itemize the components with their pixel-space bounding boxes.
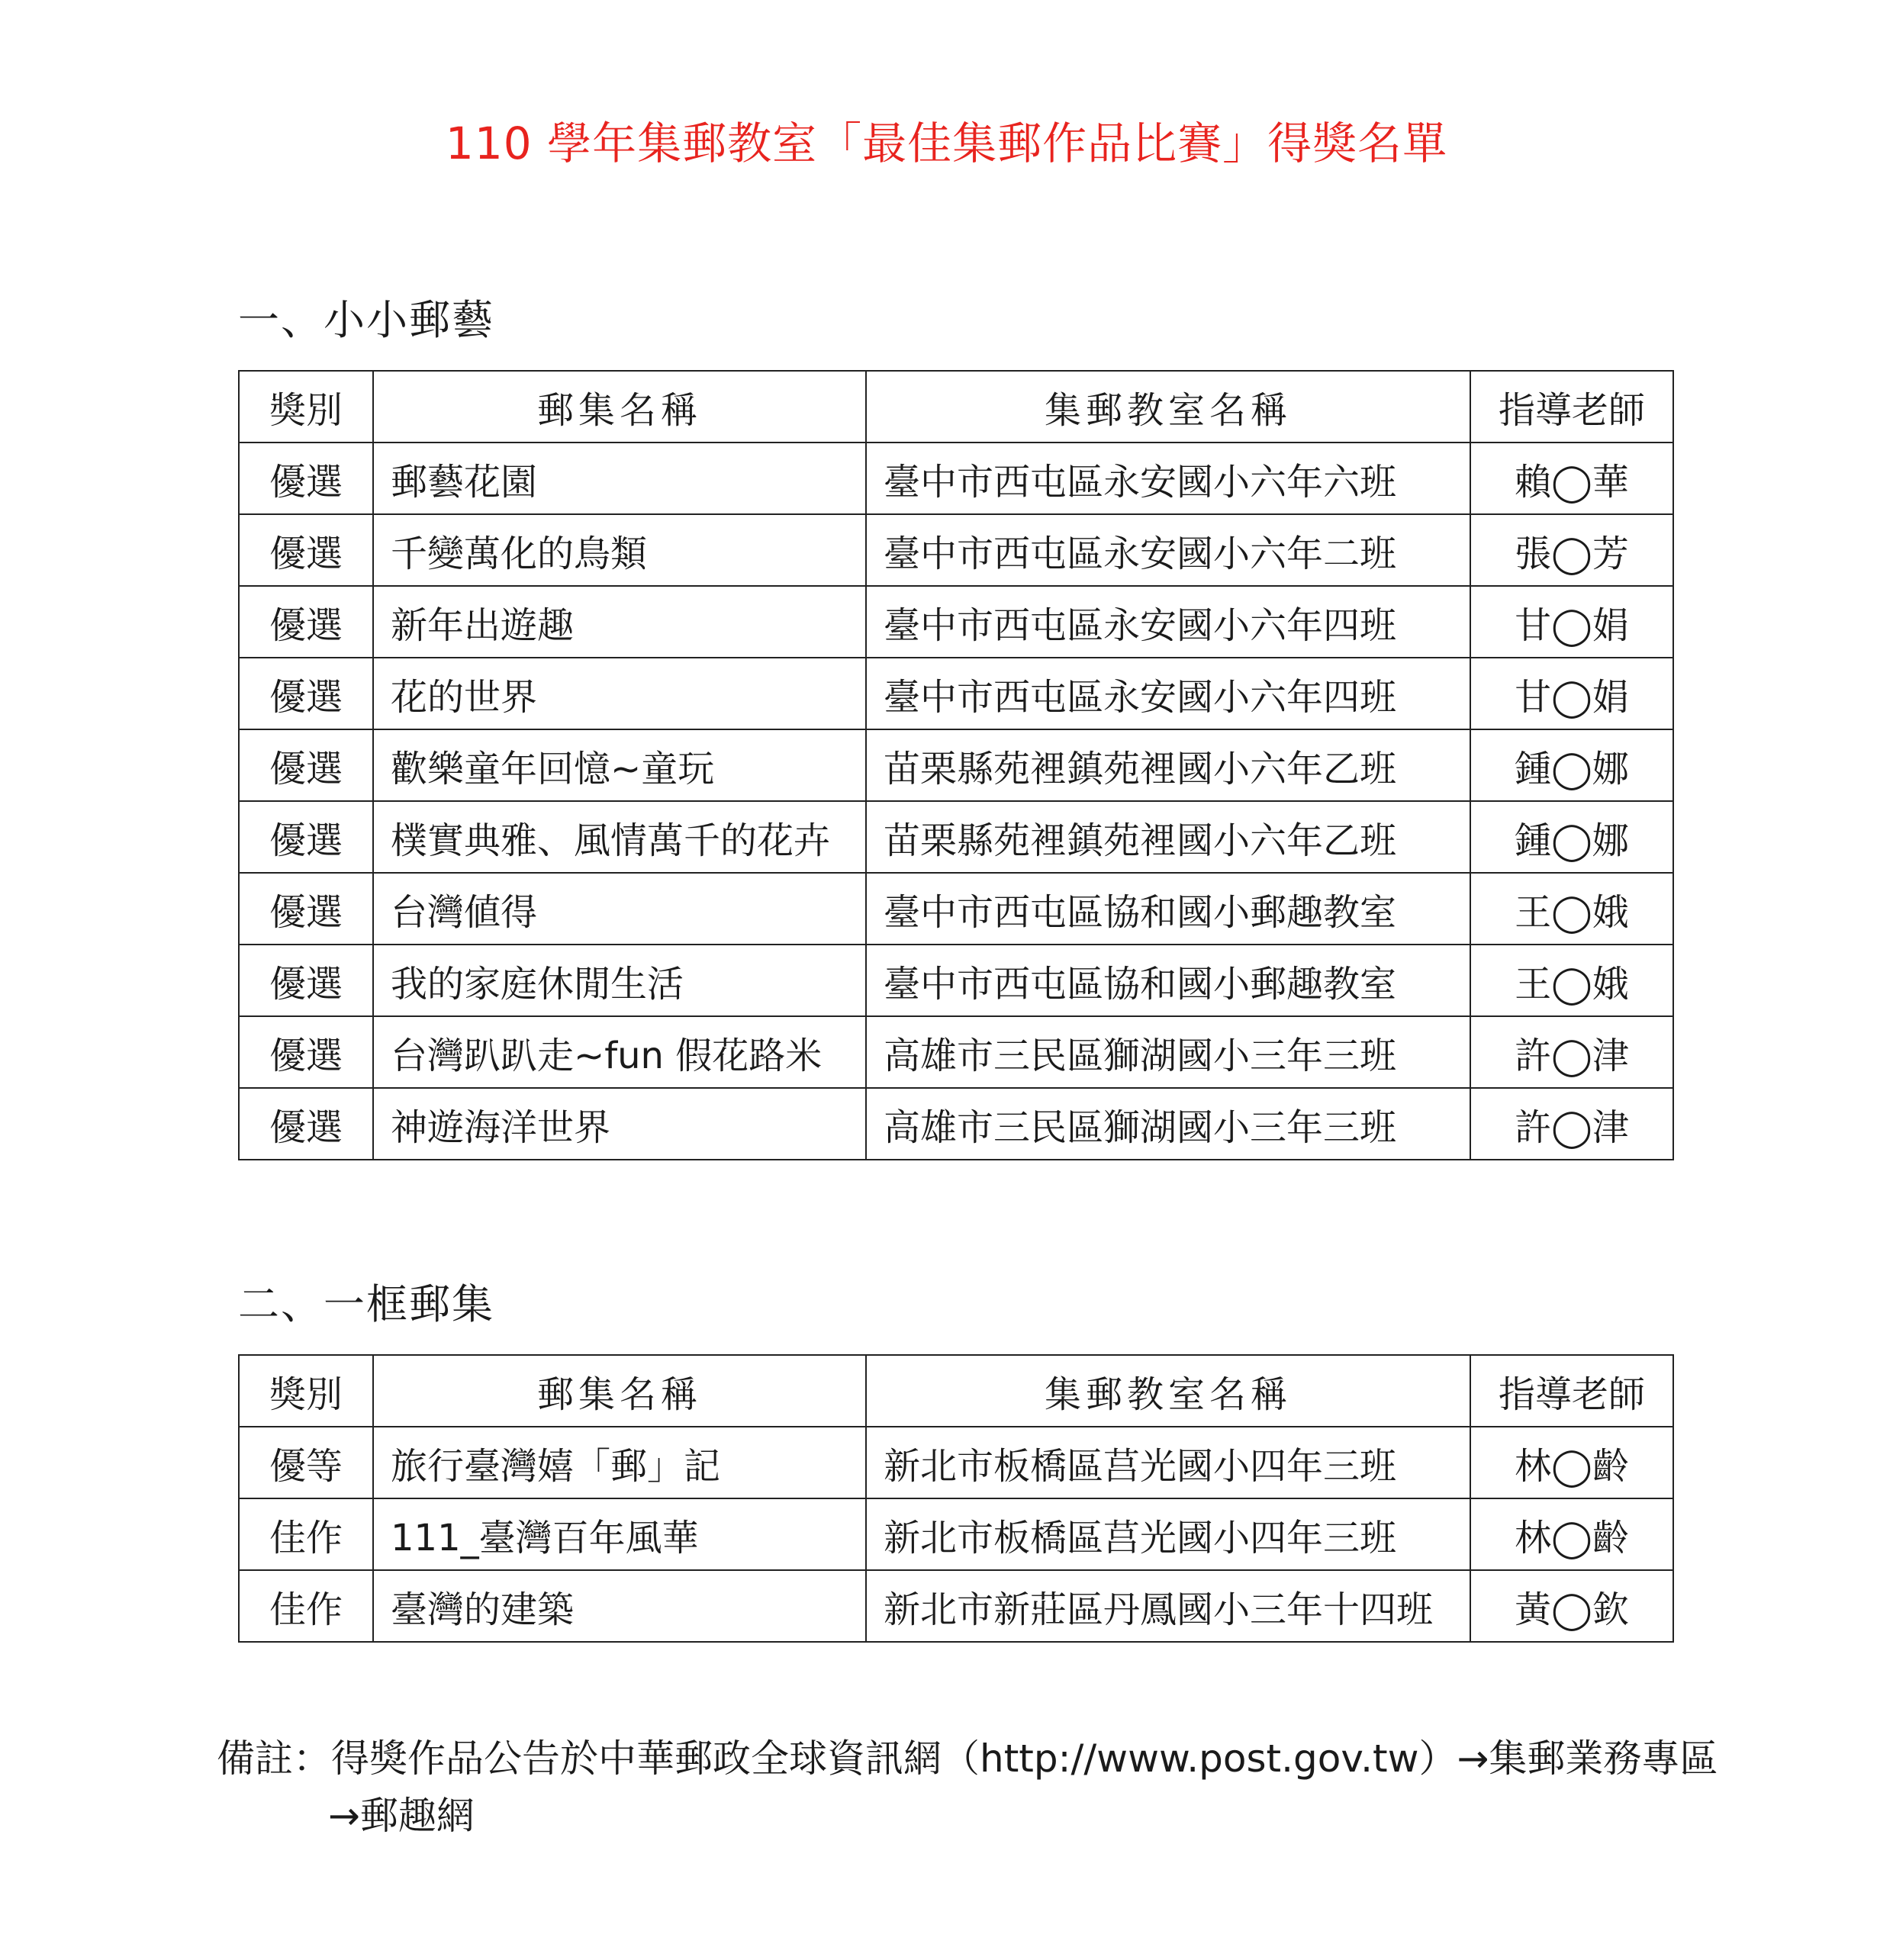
header-classroom-name: 集郵教室名稱 xyxy=(866,1355,1470,1427)
work-cell: 樸實典雅、風情萬千的花卉 xyxy=(373,801,866,873)
class-cell: 高雄市三民區獅湖國小三年三班 xyxy=(866,1016,1470,1088)
award-table-one-frame-exhibit xyxy=(238,1354,1674,1643)
award-cell: 優選 xyxy=(239,443,373,514)
work-cell: 旅行臺灣嬉「郵」記 xyxy=(373,1427,866,1498)
table-row xyxy=(239,1570,1673,1642)
work-cell: 歡樂童年回憶~童玩 xyxy=(373,729,866,801)
award-cell: 優選 xyxy=(239,1016,373,1088)
work-cell: 台灣値得 xyxy=(373,873,866,945)
class-cell: 苗栗縣苑裡鎮苑裡國小六年乙班 xyxy=(866,729,1470,801)
header-teacher: 指導老師 xyxy=(1470,371,1673,443)
teacher-cell: 林◯齡 xyxy=(1470,1427,1673,1498)
work-cell: 郵藝花園 xyxy=(373,443,866,514)
award-cell: 優等 xyxy=(239,1427,373,1498)
award-cell: 優選 xyxy=(239,873,373,945)
section-heading-little-postal-art: 一、小小郵藝 xyxy=(238,296,494,344)
class-cell: 新北市板橋區莒光國小四年三班 xyxy=(866,1498,1470,1570)
header-work-name: 郵集名稱 xyxy=(373,371,866,443)
class-cell: 臺中市西屯區永安國小六年二班 xyxy=(866,514,1470,586)
table-header-row xyxy=(239,1355,1673,1427)
table-row xyxy=(239,873,1673,945)
header-teacher: 指導老師 xyxy=(1470,1355,1673,1427)
work-cell: 我的家庭休閒生活 xyxy=(373,945,866,1016)
teacher-cell: 王◯娥 xyxy=(1470,945,1673,1016)
header-work-name: 郵集名稱 xyxy=(373,1355,866,1427)
table-row xyxy=(239,945,1673,1016)
section-heading-one-frame-exhibit: 二、一框郵集 xyxy=(238,1280,494,1328)
teacher-cell: 許◯津 xyxy=(1470,1016,1673,1088)
table-row xyxy=(239,658,1673,729)
header-classroom-name: 集郵教室名稱 xyxy=(866,371,1470,443)
teacher-cell: 鍾◯娜 xyxy=(1470,801,1673,873)
work-cell: 111_臺灣百年風華 xyxy=(373,1498,866,1570)
award-cell: 優選 xyxy=(239,658,373,729)
table-row xyxy=(239,514,1673,586)
award-cell: 優選 xyxy=(239,1088,373,1160)
award-cell: 優選 xyxy=(239,586,373,658)
class-cell: 臺中市西屯區永安國小六年六班 xyxy=(866,443,1470,514)
table-row xyxy=(239,801,1673,873)
class-cell: 高雄市三民區獅湖國小三年三班 xyxy=(866,1088,1470,1160)
teacher-cell: 許◯津 xyxy=(1470,1088,1673,1160)
teacher-cell: 王◯娥 xyxy=(1470,873,1673,945)
table-row xyxy=(239,729,1673,801)
table-header-row xyxy=(239,371,1673,443)
teacher-cell: 甘◯娟 xyxy=(1470,586,1673,658)
class-cell: 臺中市西屯區協和國小郵趣教室 xyxy=(866,945,1470,1016)
award-cell: 佳作 xyxy=(239,1570,373,1642)
work-cell: 臺灣的建築 xyxy=(373,1570,866,1642)
award-table-little-postal-art xyxy=(238,370,1674,1160)
teacher-cell: 林◯齡 xyxy=(1470,1498,1673,1570)
header-award: 獎別 xyxy=(239,1355,373,1427)
table-row xyxy=(239,586,1673,658)
teacher-cell: 黃◯欽 xyxy=(1470,1570,1673,1642)
work-cell: 台灣趴趴走~fun 假花路米 xyxy=(373,1016,866,1088)
class-cell: 新北市新莊區丹鳳國小三年十四班 xyxy=(866,1570,1470,1642)
work-cell: 花的世界 xyxy=(373,658,866,729)
class-cell: 臺中市西屯區協和國小郵趣教室 xyxy=(866,873,1470,945)
class-cell: 苗栗縣苑裡鎮苑裡國小六年乙班 xyxy=(866,801,1470,873)
remark-note-continued: →郵趣網 xyxy=(328,1794,475,1838)
table-row xyxy=(239,1427,1673,1498)
award-cell: 佳作 xyxy=(239,1498,373,1570)
teacher-cell: 鍾◯娜 xyxy=(1470,729,1673,801)
teacher-cell: 賴◯華 xyxy=(1470,443,1673,514)
work-cell: 千變萬化的鳥類 xyxy=(373,514,866,586)
award-cell: 優選 xyxy=(239,729,373,801)
remark-note: 備註：得獎作品公告於中華郵政全球資訊網（http://www.post.gov.tw）→集郵業務專區 xyxy=(217,1736,1718,1781)
award-cell: 優選 xyxy=(239,801,373,873)
table-row xyxy=(239,1498,1673,1570)
header-award: 獎別 xyxy=(239,371,373,443)
table-row xyxy=(239,1016,1673,1088)
award-cell: 優選 xyxy=(239,945,373,1016)
class-cell: 臺中市西屯區永安國小六年四班 xyxy=(866,586,1470,658)
table-row xyxy=(239,1088,1673,1160)
teacher-cell: 甘◯娟 xyxy=(1470,658,1673,729)
class-cell: 新北市板橋區莒光國小四年三班 xyxy=(866,1427,1470,1498)
page-title: 110 學年集郵教室「最佳集郵作品比賽」得獎名單 xyxy=(445,117,1448,169)
work-cell: 新年出遊趣 xyxy=(373,586,866,658)
teacher-cell: 張◯芳 xyxy=(1470,514,1673,586)
table-row xyxy=(239,443,1673,514)
award-cell: 優選 xyxy=(239,514,373,586)
work-cell: 神遊海洋世界 xyxy=(373,1088,866,1160)
class-cell: 臺中市西屯區永安國小六年四班 xyxy=(866,658,1470,729)
